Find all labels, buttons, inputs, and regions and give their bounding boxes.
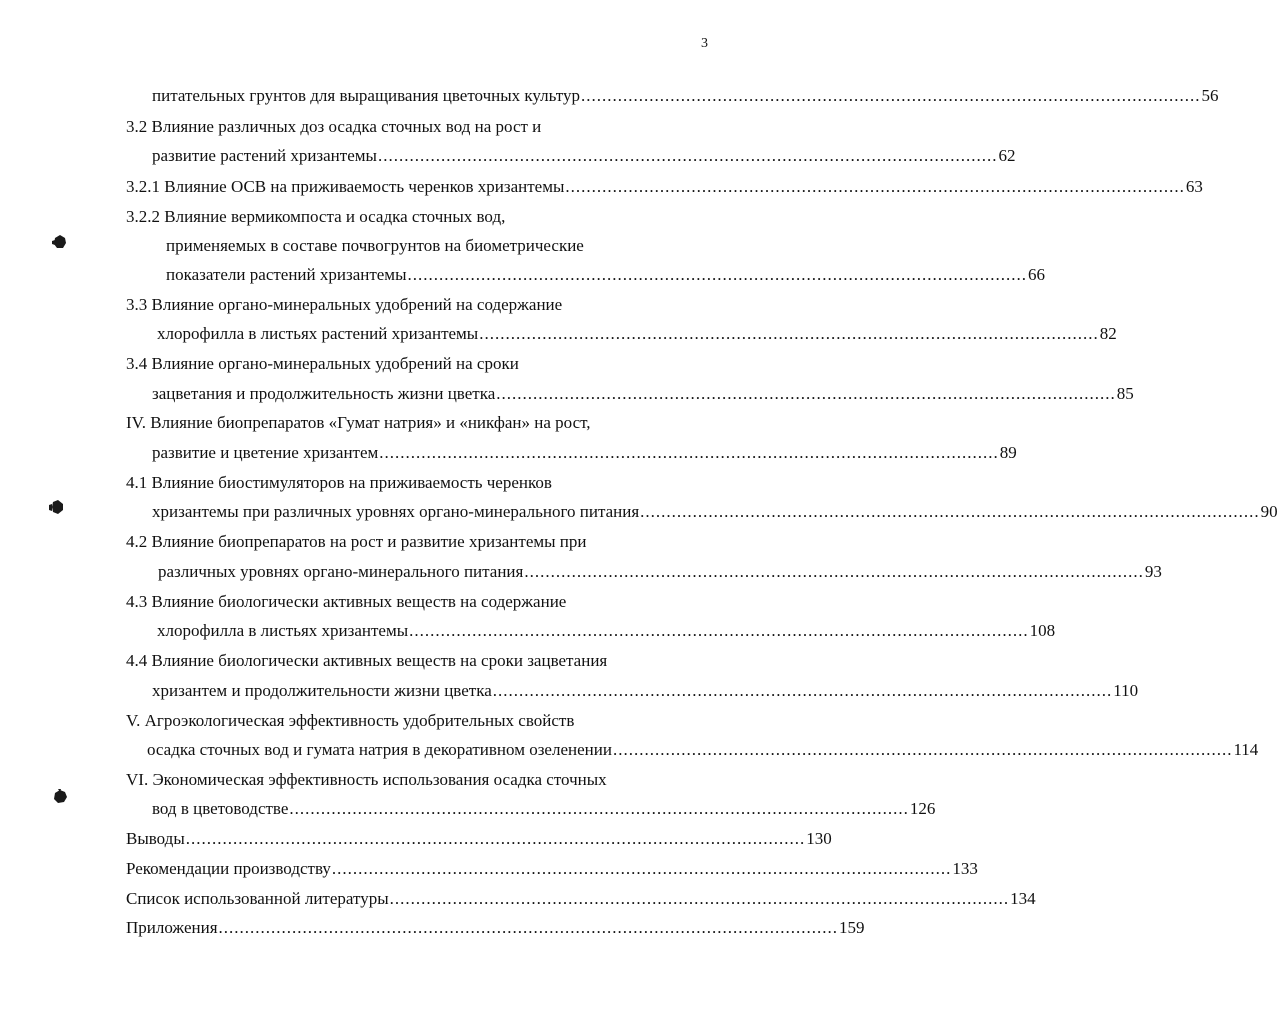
toc-entry-text: 3.4 Влияние органо-минеральных удобрений на сроки <box>126 354 519 373</box>
toc-line <box>126 207 505 227</box>
toc-entry-text: V. Агроэкологическая эффективность удобрительных свойств <box>126 711 575 730</box>
toc-page-number: 56 <box>1201 86 1219 105</box>
dot-leader: ...................................................................................................................... <box>331 859 952 878</box>
dot-leader: ...................................................................................................................... <box>612 740 1233 759</box>
toc-page-number: 110 <box>1113 681 1139 700</box>
toc-entry-text: Список использованной литературы <box>126 889 389 908</box>
toc-line <box>158 562 1162 582</box>
toc-line <box>126 177 1203 197</box>
toc-entry-text: Выводы <box>126 829 185 848</box>
toc-entry-text: 3.2 Влияние различных доз осадка сточных вод на рост и <box>126 117 542 136</box>
toc-page-number: 62 <box>998 146 1016 165</box>
toc-line <box>152 681 1139 701</box>
dot-leader: ...................................................................................................................... <box>218 918 839 937</box>
toc-line <box>157 324 1117 344</box>
dot-leader: ...................................................................................................................... <box>496 384 1116 403</box>
toc-line <box>126 592 566 612</box>
toc-entry-text: хлорофилла в листьях хризантемы <box>157 621 409 640</box>
toc-page-number: 133 <box>952 859 978 878</box>
toc-entry-text: 3.2.2 Влияние вермикомпоста и осадка сточных вод, <box>126 207 506 226</box>
toc-line <box>147 740 1259 760</box>
toc-entry-text: 3.2.1 Влияние ОСВ на приживаемость черенков хризантемы <box>126 177 565 196</box>
toc-entry-text: различных уровнях органо-минерального питания <box>158 562 524 581</box>
dot-leader: ...................................................................................................................... <box>640 502 1260 521</box>
toc-line <box>152 502 1278 522</box>
toc-entry-text: хризантемы при различных уровнях органо-минерального питания <box>152 502 640 521</box>
toc-line <box>126 918 865 938</box>
dot-leader: ...................................................................................................................... <box>524 562 1144 581</box>
toc-page-number: 90 <box>1260 502 1278 521</box>
toc-line <box>126 413 591 433</box>
toc-entry-text: 4.4 Влияние биологически активных веществ на сроки зацветания <box>126 651 608 670</box>
toc-entry-text: VI. Экономическая эффективность использования осадка сточных <box>126 770 607 789</box>
binding-hole-mark-icon <box>52 234 68 250</box>
toc-line <box>166 236 584 256</box>
toc-line <box>157 621 1056 641</box>
toc-entry-text: применяемых в составе почвогрунтов на биометрические <box>166 236 584 255</box>
toc-line <box>126 711 574 731</box>
toc-line <box>126 295 562 315</box>
toc-entry-text: хлорофилла в листьях растений хризантемы <box>157 324 479 343</box>
toc-page-number: 82 <box>1099 324 1117 343</box>
toc-entry-text: Рекомендации производству <box>126 859 331 878</box>
toc-page-number: 89 <box>999 443 1017 462</box>
toc-page-number: 130 <box>806 829 832 848</box>
toc-entry-text: 4.2 Влияние биопрепаратов на рост и развитие хризантемы при <box>126 532 587 551</box>
toc-page-number: 126 <box>909 799 936 818</box>
toc-entry-text: IV. Влияние биопрепаратов «Гумат натрия» и «никфан» на рост, <box>126 413 591 432</box>
toc-entry-text: зацветания и продолжительность жизни цветка <box>152 384 496 403</box>
binding-hole-mark-icon <box>49 499 65 515</box>
toc-entry-text: Приложения <box>126 918 218 937</box>
dot-leader: ...................................................................................................................... <box>492 681 1113 700</box>
dot-leader: ...................................................................................................................... <box>289 799 909 818</box>
toc-line <box>152 146 1016 166</box>
toc-line <box>126 859 978 879</box>
toc-line <box>152 384 1134 404</box>
dot-leader: ...................................................................................................................... <box>479 324 1099 343</box>
dot-leader: ...................................................................................................................... <box>389 889 1010 908</box>
toc-entry-text: развитие растений хризантемы <box>152 146 377 165</box>
dot-leader: ...................................................................................................................... <box>580 86 1201 105</box>
toc-entry-text: развитие и цветение хризантем <box>152 443 379 462</box>
dot-leader: ...................................................................................................................... <box>407 265 1027 284</box>
toc-page-number: 66 <box>1028 265 1045 284</box>
toc-entry-text: показатели растений хризантемы <box>166 265 407 284</box>
toc-entry-text: вод в цветоводстве <box>152 799 289 818</box>
toc-line <box>152 443 1017 463</box>
page-number: 3 <box>701 36 708 51</box>
dot-leader: ...................................................................................................................... <box>565 177 1185 196</box>
toc-line <box>126 532 587 552</box>
toc-entry-text: питательных грунтов для выращивания цветочных культур <box>152 86 580 105</box>
toc-entry-text: осадка сточных вод и гумата натрия в декоративном озеленении <box>147 740 612 759</box>
toc-entry-text: 3.3 Влияние органо-минеральных удобрений на содержание <box>126 295 563 314</box>
dot-leader: ...................................................................................................................... <box>409 621 1029 640</box>
binding-hole-mark-icon <box>52 789 68 805</box>
toc-line <box>166 265 1045 285</box>
toc-entry-text: 4.3 Влияние биологически активных веществ на содержание <box>126 592 567 611</box>
toc-entry-text: хризантем и продолжительности жизни цветка <box>152 681 492 700</box>
toc-page-number: 134 <box>1010 889 1036 908</box>
toc-page-number: 108 <box>1029 621 1056 640</box>
toc-line <box>126 354 519 374</box>
toc-page-number: 93 <box>1144 562 1162 581</box>
toc-page-number: 63 <box>1185 177 1203 196</box>
toc-page-number: 159 <box>839 918 865 937</box>
toc-line <box>152 86 1219 106</box>
toc-entry-text: 4.1 Влияние биостимуляторов на приживаемость черенков <box>126 473 552 492</box>
toc-line <box>126 889 1036 909</box>
toc-line <box>126 473 552 493</box>
dot-leader: ...................................................................................................................... <box>377 146 998 165</box>
toc-line <box>126 829 832 849</box>
toc-line <box>126 770 607 790</box>
toc-line <box>152 799 936 819</box>
dot-leader: ...................................................................................................................... <box>379 443 999 462</box>
toc-line <box>126 117 541 137</box>
toc-page-number: 85 <box>1116 384 1134 403</box>
toc-line <box>126 651 607 671</box>
dot-leader: ...................................................................................................................... <box>185 829 806 848</box>
toc-page-number: 114 <box>1233 740 1259 759</box>
